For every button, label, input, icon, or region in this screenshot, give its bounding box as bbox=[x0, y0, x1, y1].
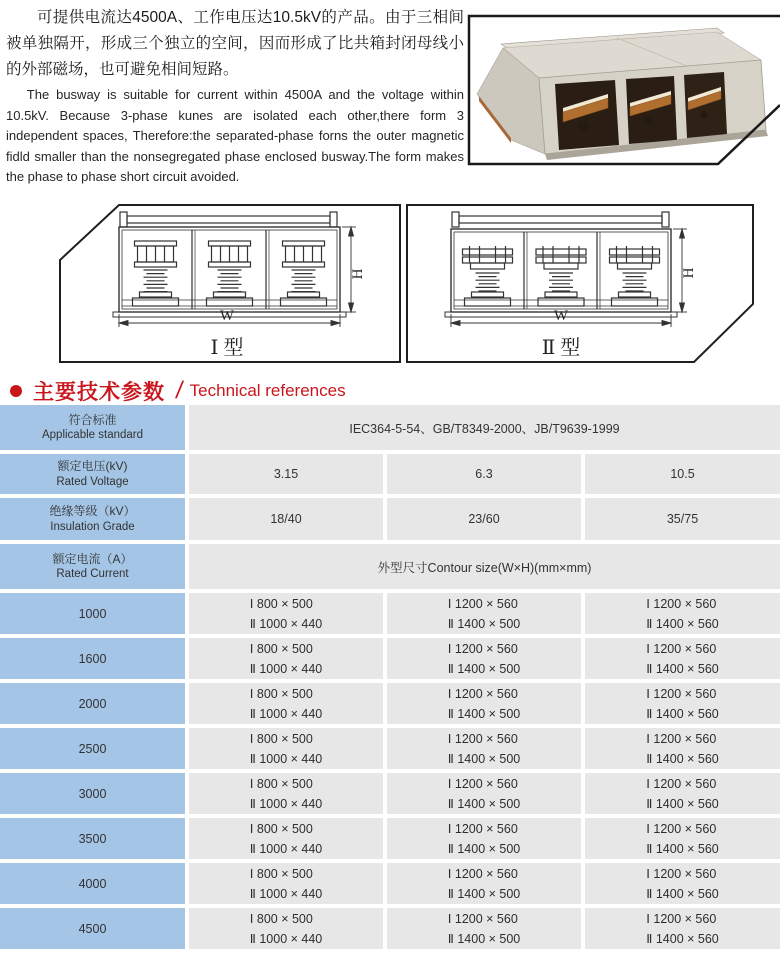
section-divider: / bbox=[174, 377, 185, 404]
size-line: Ⅱ 1400 × 500 bbox=[447, 706, 521, 721]
size-cell bbox=[387, 908, 581, 949]
size-cell bbox=[387, 638, 581, 679]
busway-cross-section-2 bbox=[445, 212, 677, 317]
size-cell bbox=[189, 773, 383, 814]
diagram-panel-type2 bbox=[404, 202, 756, 366]
current-cell: 2500 bbox=[0, 728, 185, 769]
size-line: Ⅰ 1200 × 560 bbox=[646, 686, 717, 701]
size-line: Ⅱ 1400 × 560 bbox=[646, 796, 719, 811]
size-line: Ⅱ 1400 × 560 bbox=[646, 886, 719, 901]
intro-paragraph-en: The busway is suitable for current within 4500A and the voltage within 10.5kV. Because 3-phase kunes are isolated each other,there form 3 independent spaces, Therefore:the separated-phase forns the outer magnetic fidld smaller than the nonsegregated phase enclosed busway.The form makes the phase to phase short circuit avoided. bbox=[6, 87, 464, 184]
diagram-panel-type1 bbox=[57, 202, 403, 366]
size-cell bbox=[585, 908, 780, 949]
insulation-cell: 35/75 bbox=[585, 498, 780, 540]
size-cell bbox=[585, 863, 780, 904]
size-line: Ⅰ 1200 × 560 bbox=[646, 866, 717, 881]
header-cell-standard: 符合标准 Applicable standard bbox=[0, 405, 185, 450]
size-line: Ⅱ 1400 × 500 bbox=[447, 616, 521, 631]
size-cell bbox=[387, 683, 581, 724]
h-label-1: H bbox=[350, 268, 366, 280]
size-cell bbox=[585, 728, 780, 769]
intro-block bbox=[6, 5, 464, 188]
size-cell bbox=[585, 683, 780, 724]
size-line: Ⅱ 1400 × 560 bbox=[646, 706, 719, 721]
size-cell bbox=[585, 638, 780, 679]
size-line: Ⅰ 1200 × 560 bbox=[447, 686, 518, 701]
size-line: Ⅰ 800 × 500 bbox=[249, 776, 313, 791]
section-title-en: Technical references bbox=[189, 381, 346, 400]
size-line: Ⅰ 1200 × 560 bbox=[646, 911, 717, 926]
size-line: Ⅱ 1400 × 500 bbox=[447, 886, 521, 901]
w-label-1: W bbox=[219, 308, 235, 324]
standard-value-cell: IEC364-5-54、GB/T8349-2000、JB/T9639-1999 bbox=[189, 405, 780, 450]
type2-label: Ⅱ 型 bbox=[541, 337, 581, 359]
contour-header-cell: 外型尺寸Contour size(W×H)(mm×mm) bbox=[189, 544, 780, 589]
size-line: Ⅱ 1400 × 560 bbox=[646, 751, 719, 766]
size-line: Ⅱ 1400 × 560 bbox=[646, 841, 719, 856]
insulation-cell: 23/60 bbox=[387, 498, 581, 540]
tech-table bbox=[0, 405, 780, 949]
section-header bbox=[10, 376, 346, 406]
current-cell: 2000 bbox=[0, 683, 185, 724]
section-title-zh: 主要技术参数 bbox=[33, 381, 165, 404]
busway-cross-section-1 bbox=[113, 212, 346, 317]
size-line: Ⅱ 1400 × 500 bbox=[447, 841, 521, 856]
size-line: Ⅰ 1200 × 560 bbox=[447, 821, 518, 836]
size-cell bbox=[189, 593, 383, 634]
size-cell bbox=[189, 863, 383, 904]
current-cell: 4000 bbox=[0, 863, 185, 904]
size-line: Ⅱ 1400 × 560 bbox=[646, 931, 719, 946]
size-line: Ⅰ 1200 × 560 bbox=[447, 731, 518, 746]
size-cell bbox=[387, 863, 581, 904]
size-cell bbox=[189, 683, 383, 724]
size-line: Ⅱ 1000 × 440 bbox=[249, 841, 323, 856]
size-line: Ⅱ 1400 × 560 bbox=[646, 661, 719, 676]
bullet-icon bbox=[10, 385, 22, 397]
size-line: Ⅰ 1200 × 560 bbox=[646, 641, 717, 656]
size-line: Ⅰ 800 × 500 bbox=[249, 731, 313, 746]
size-line: Ⅱ 1000 × 440 bbox=[249, 886, 323, 901]
size-line: Ⅰ 800 × 500 bbox=[249, 866, 313, 881]
size-line: Ⅱ 1000 × 440 bbox=[249, 706, 323, 721]
w-label-2: W bbox=[553, 308, 569, 324]
size-cell bbox=[585, 593, 780, 634]
size-cell bbox=[189, 638, 383, 679]
header-cell-current: 额定电流（A） Rated Current bbox=[0, 544, 185, 589]
size-line: Ⅱ 1000 × 440 bbox=[249, 931, 323, 946]
size-line: Ⅰ 1200 × 560 bbox=[447, 866, 518, 881]
current-cell: 4500 bbox=[0, 908, 185, 949]
size-line: Ⅱ 1000 × 440 bbox=[249, 616, 323, 631]
product-photo-frame bbox=[467, 14, 780, 166]
h-label-2: H bbox=[681, 267, 697, 279]
size-cell bbox=[387, 728, 581, 769]
size-cell bbox=[189, 728, 383, 769]
intro-paragraph-zh: 可提供电流达4500A、工作电压达10.5kV的产品。由于三相间被单独隔开，形成三个独立的空间，因而形成了比共箱封闭母线小的外部磁场，也可避免相间短路。 bbox=[6, 9, 464, 78]
current-cell: 3500 bbox=[0, 818, 185, 859]
voltage-cell: 10.5 bbox=[585, 454, 780, 494]
size-line: Ⅰ 800 × 500 bbox=[249, 911, 313, 926]
size-line: Ⅰ 1200 × 560 bbox=[447, 641, 518, 656]
size-line: Ⅱ 1400 × 560 bbox=[646, 616, 719, 631]
product-photo bbox=[467, 14, 780, 166]
size-line: Ⅰ 800 × 500 bbox=[249, 821, 313, 836]
size-line: Ⅱ 1400 × 500 bbox=[447, 751, 521, 766]
size-cell bbox=[585, 818, 780, 859]
size-line: Ⅰ 1200 × 560 bbox=[447, 776, 518, 791]
current-cell: 3000 bbox=[0, 773, 185, 814]
size-line: Ⅰ 1200 × 560 bbox=[646, 596, 717, 611]
size-cell bbox=[189, 818, 383, 859]
size-cell bbox=[387, 773, 581, 814]
size-line: Ⅰ 800 × 500 bbox=[249, 641, 313, 656]
voltage-cell: 6.3 bbox=[387, 454, 581, 494]
size-cell bbox=[387, 593, 581, 634]
size-line: Ⅰ 1200 × 560 bbox=[447, 596, 518, 611]
size-line: Ⅱ 1000 × 440 bbox=[249, 751, 323, 766]
voltage-cell: 3.15 bbox=[189, 454, 383, 494]
current-cell: 1000 bbox=[0, 593, 185, 634]
size-line: Ⅱ 1400 × 500 bbox=[447, 796, 521, 811]
insulation-cell: 18/40 bbox=[189, 498, 383, 540]
busway-illustration bbox=[477, 28, 768, 160]
diagram-strip bbox=[0, 195, 780, 375]
header-cell-voltage: 额定电压(kV) Rated Voltage bbox=[0, 454, 185, 494]
size-cell bbox=[387, 818, 581, 859]
current-cell: 1600 bbox=[0, 638, 185, 679]
size-line: Ⅰ 1200 × 560 bbox=[646, 731, 717, 746]
type1-label: Ⅰ 型 bbox=[210, 337, 244, 359]
size-line: Ⅱ 1400 × 500 bbox=[447, 931, 521, 946]
size-line: Ⅱ 1400 × 500 bbox=[447, 661, 521, 676]
size-cell bbox=[585, 773, 780, 814]
size-line: Ⅰ 800 × 500 bbox=[249, 686, 313, 701]
size-cell bbox=[189, 908, 383, 949]
size-line: Ⅰ 1200 × 560 bbox=[447, 911, 518, 926]
size-line: Ⅰ 1200 × 560 bbox=[646, 776, 717, 791]
size-line: Ⅰ 1200 × 560 bbox=[646, 821, 717, 836]
header-cell-insulation: 绝缘等级（kV） Insulation Grade bbox=[0, 498, 185, 540]
size-line: Ⅱ 1000 × 440 bbox=[249, 796, 323, 811]
size-line: Ⅱ 1000 × 440 bbox=[249, 661, 323, 676]
size-line: Ⅰ 800 × 500 bbox=[249, 596, 313, 611]
